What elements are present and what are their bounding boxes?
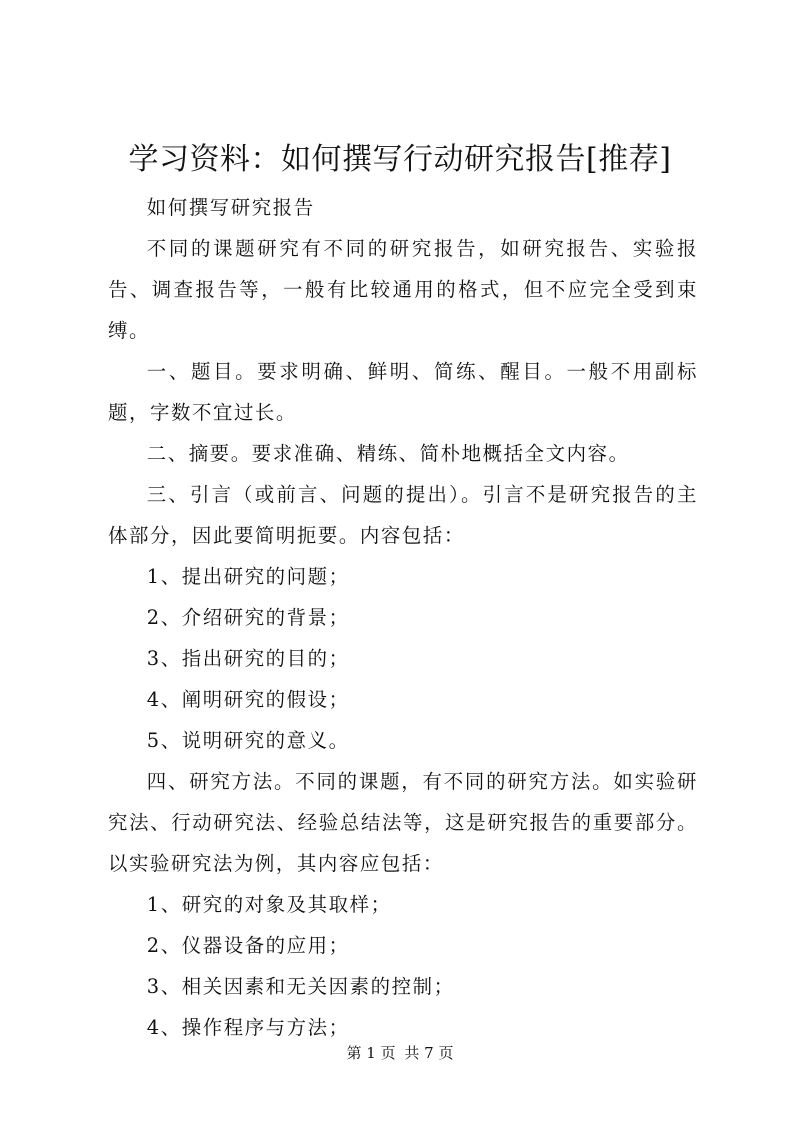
paragraph-intro: 不同的课题研究有不同的研究报告，如研究报告、实验报告、调查报告等，一般有比较通用的格式，但不应完全受到束缚。 bbox=[108, 237, 698, 342]
list-item: 3、相关因素和无关因素的控制； bbox=[146, 975, 455, 998]
page-number: 第 1 页 bbox=[346, 1044, 396, 1062]
list-item: 4、阐明研究的假设； bbox=[146, 688, 350, 711]
paragraph-section-title: 一、题目。要求明确、鲜明、简练、醒目。一般不用副标题，字数不宜过长。 bbox=[108, 360, 698, 424]
document-title: 学习资料：如何撰写行动研究报告[推荐] bbox=[128, 142, 672, 177]
list-item: 2、介绍研究的背景； bbox=[146, 606, 350, 629]
list-item: 1、研究的对象及其取样； bbox=[146, 893, 392, 916]
list-item: 1、提出研究的问题； bbox=[146, 565, 350, 588]
list-item: 2、仪器设备的应用； bbox=[146, 934, 350, 957]
list-item: 3、指出研究的目的； bbox=[146, 647, 350, 670]
paragraph-section-abstract: 二、摘要。要求准确、精练、简朴地概括全文内容。 bbox=[146, 442, 630, 465]
page-footer bbox=[0, 1043, 800, 1063]
list-item: 5、说明研究的意义。 bbox=[146, 729, 350, 752]
paragraph-section-introduction: 三、引言（或前言、问题的提出）。引言不是研究报告的主体部分，因此要简明扼要。内容包括： bbox=[108, 483, 698, 547]
page-total: 共 7 页 bbox=[404, 1044, 454, 1062]
list-item: 4、操作程序与方法； bbox=[146, 1016, 350, 1039]
paragraph-section-methods: 四、研究方法。不同的课题，有不同的研究方法。如实验研究法、行动研究法、经验总结法等，这是研究报告的重要部分。以实验研究法为例，其内容应包括： bbox=[108, 770, 698, 875]
paragraph-subtitle: 如何撰写研究报告 bbox=[146, 196, 315, 219]
document-body bbox=[108, 187, 698, 1048]
